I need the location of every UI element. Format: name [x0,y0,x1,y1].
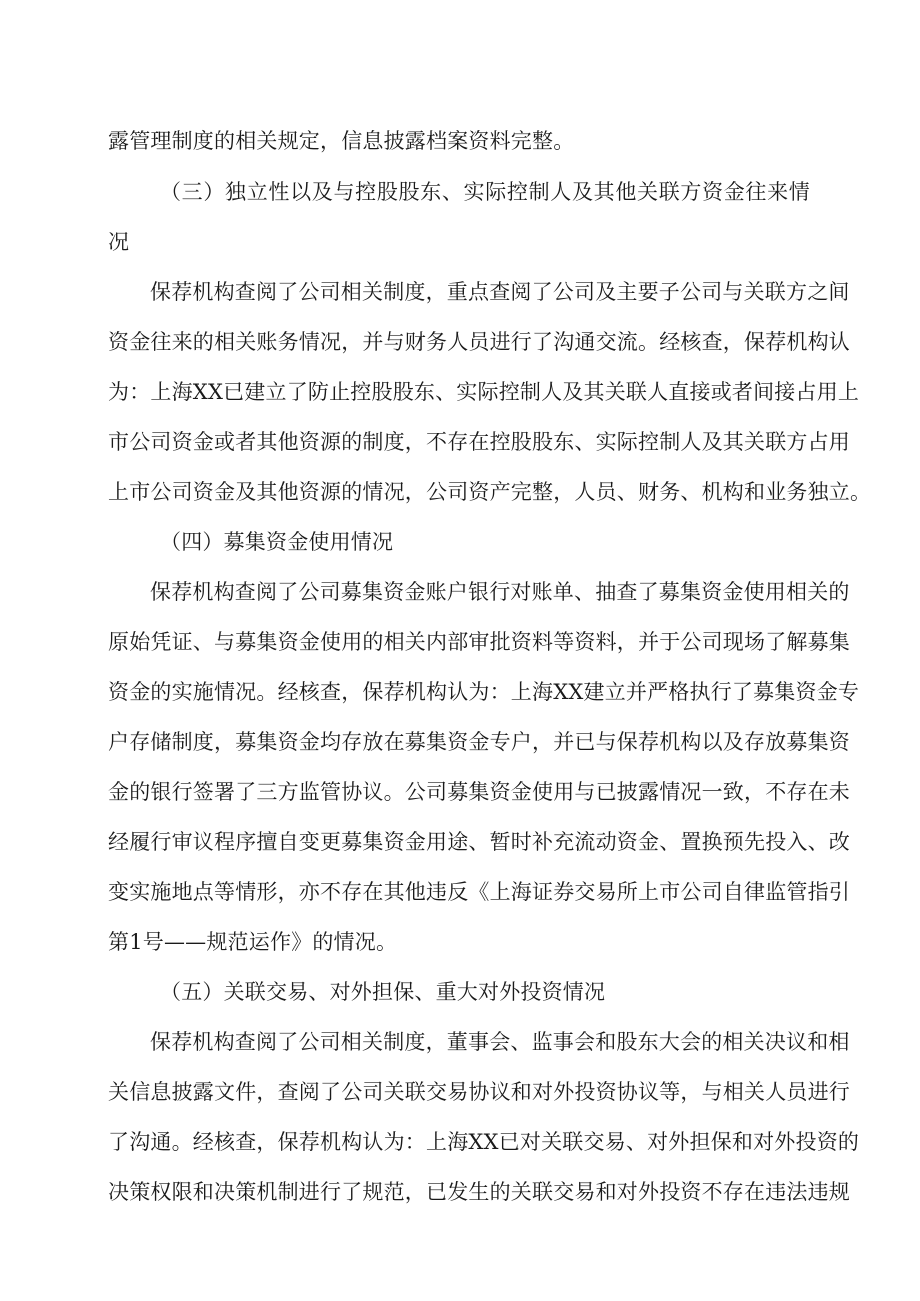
paragraph-line: 经履行审议程序擅自变更募集资金用途、暂时补充流动资金、置换预先投入、改 [108,830,850,854]
paragraph-line: 变实施地点等情形，亦不存在其他违反《上海证券交易所上市公司自律监管指引 [108,880,850,904]
paragraph-line: 上市公司资金及其他资源的情况，公司资产完整，人员、财务、机构和业务独立。 [108,480,872,504]
paragraph-line: 原始凭证、与募集资金使用的相关内部审批资料等资料，并于公司现场了解募集 [108,630,850,654]
paragraph-line: 决策权限和决策机制进行了规范，已发生的关联交易和对外投资不存在违法违规 [108,1180,850,1204]
section-heading-three-continued: 况 [108,230,130,254]
section-heading-five: （五）关联交易、对外担保、重大对外投资情况 [160,980,606,1004]
paragraph-line: 金的银行签署了三方监管协议。公司募集资金使用与已披露情况一致，不存在未 [108,780,850,804]
paragraph-line: 资金往来的相关账务情况，并与财务人员进行了沟通交流。经核查，保荐机构认 [108,330,850,354]
paragraph-line: 为：上海XX已建立了防止控股股东、实际控制人及其关联人直接或者间接占用上 [108,380,860,404]
paragraph-line: 露管理制度的相关规定，信息披露档案资料完整。 [108,129,575,153]
section-heading-four: （四）募集资金使用情况 [160,530,394,554]
paragraph-line: 市公司资金或者其他资源的制度，不存在控股股东、实际控制人及其关联方占用 [108,430,850,454]
paragraph-line: 户存储制度，募集资金均存放在募集资金专户，并已与保荐机构以及存放募集资 [108,730,850,754]
section-heading-three: （三）独立性以及与控股股东、实际控制人及其他关联方资金往来情 [160,180,810,204]
paragraph-line: 第1号——规范运作》的情况。 [108,930,398,954]
paragraph-line: 资金的实施情况。经核查，保荐机构认为：上海XX建立并严格执行了募集资金专 [108,680,860,704]
paragraph-line: 关信息披露文件，查阅了公司关联交易协议和对外投资协议等，与相关人员进行 [108,1080,850,1104]
paragraph-line: 保荐机构查阅了公司相关制度，重点查阅了公司及主要子公司与关联方之间 [150,280,850,304]
paragraph-line: 保荐机构查阅了公司募集资金账户银行对账单、抽查了募集资金使用相关的 [150,580,850,604]
paragraph-line: 保荐机构查阅了公司相关制度，董事会、监事会和股东大会的相关决议和相 [150,1030,850,1054]
paragraph-line: 了沟通。经核查，保荐机构认为：上海XX已对关联交易、对外担保和对外投资的 [108,1130,860,1154]
